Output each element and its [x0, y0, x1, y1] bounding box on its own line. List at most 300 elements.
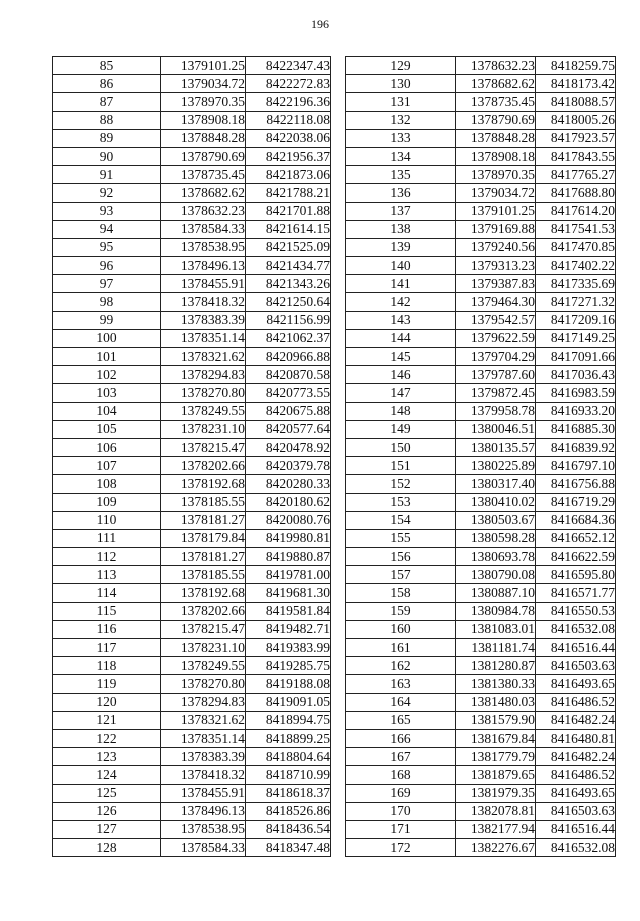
- x-coordinate-cell: 1380790.08: [456, 566, 536, 584]
- x-coordinate-cell: 1380598.28: [456, 529, 536, 547]
- x-coordinate-cell: 1379387.83: [456, 275, 536, 293]
- x-coordinate-cell: 1378584.33: [161, 220, 246, 238]
- y-coordinate-cell: 8419482.71: [246, 620, 331, 638]
- x-coordinate-cell: 1379240.56: [456, 238, 536, 256]
- point-number-cell: 163: [346, 675, 456, 693]
- y-coordinate-cell: 8418347.48: [246, 839, 331, 857]
- point-number-cell: 130: [346, 75, 456, 93]
- point-number-cell: 154: [346, 511, 456, 529]
- point-number-cell: 158: [346, 584, 456, 602]
- table-row: [53, 366, 331, 384]
- y-coordinate-cell: 8419781.00: [246, 566, 331, 584]
- point-number-cell: 103: [53, 384, 161, 402]
- x-coordinate-cell: 1378735.45: [456, 93, 536, 111]
- y-coordinate-cell: 8418436.54: [246, 820, 331, 838]
- y-coordinate-cell: 8416550.53: [536, 602, 616, 620]
- table-row: [53, 75, 331, 93]
- point-number-cell: 122: [53, 729, 161, 747]
- table-row: [346, 366, 616, 384]
- x-coordinate-cell: 1378848.28: [161, 129, 246, 147]
- x-coordinate-cell: 1378231.10: [161, 420, 246, 438]
- y-coordinate-cell: 8416797.10: [536, 457, 616, 475]
- table-row: [53, 220, 331, 238]
- y-coordinate-cell: 8417765.27: [536, 166, 616, 184]
- x-coordinate-cell: 1382276.67: [456, 839, 536, 857]
- y-coordinate-cell: 8418994.75: [246, 711, 331, 729]
- table-row: [53, 438, 331, 456]
- table-row: [53, 511, 331, 529]
- table-row: [346, 57, 616, 75]
- table-row: [346, 129, 616, 147]
- x-coordinate-cell: 1378632.23: [161, 202, 246, 220]
- y-coordinate-cell: 8419581.84: [246, 602, 331, 620]
- point-number-cell: 106: [53, 438, 161, 456]
- table-row: [346, 202, 616, 220]
- table-row: [53, 675, 331, 693]
- point-number-cell: 151: [346, 457, 456, 475]
- x-coordinate-cell: 1378418.32: [161, 766, 246, 784]
- y-coordinate-cell: 8420675.88: [246, 402, 331, 420]
- table-row: [346, 693, 616, 711]
- table-row: [53, 93, 331, 111]
- table-row: [346, 238, 616, 256]
- x-coordinate-cell: 1378383.39: [161, 311, 246, 329]
- coordinates-table-left: [52, 56, 331, 857]
- x-coordinate-cell: 1380887.10: [456, 584, 536, 602]
- point-number-cell: 166: [346, 729, 456, 747]
- table-row: [346, 293, 616, 311]
- point-number-cell: 99: [53, 311, 161, 329]
- point-number-cell: 153: [346, 493, 456, 511]
- table-row: [53, 602, 331, 620]
- point-number-cell: 95: [53, 238, 161, 256]
- table-row: [53, 329, 331, 347]
- point-number-cell: 148: [346, 402, 456, 420]
- y-coordinate-cell: 8420080.76: [246, 511, 331, 529]
- y-coordinate-cell: 8416652.12: [536, 529, 616, 547]
- y-coordinate-cell: 8417843.55: [536, 147, 616, 165]
- point-number-cell: 105: [53, 420, 161, 438]
- x-coordinate-cell: 1381280.87: [456, 657, 536, 675]
- point-number-cell: 137: [346, 202, 456, 220]
- y-coordinate-cell: 8421062.37: [246, 329, 331, 347]
- table-row: [346, 766, 616, 784]
- point-number-cell: 97: [53, 275, 161, 293]
- x-coordinate-cell: 1378249.55: [161, 402, 246, 420]
- table-row: [53, 784, 331, 802]
- y-coordinate-cell: 8421701.88: [246, 202, 331, 220]
- point-number-cell: 146: [346, 366, 456, 384]
- table-row: [53, 475, 331, 493]
- x-coordinate-cell: 1378908.18: [456, 147, 536, 165]
- x-coordinate-cell: 1381579.90: [456, 711, 536, 729]
- point-number-cell: 108: [53, 475, 161, 493]
- table-row: [53, 457, 331, 475]
- table-row: [346, 584, 616, 602]
- x-coordinate-cell: 1378294.83: [161, 366, 246, 384]
- point-number-cell: 168: [346, 766, 456, 784]
- y-coordinate-cell: 8419285.75: [246, 657, 331, 675]
- x-coordinate-cell: 1378294.83: [161, 693, 246, 711]
- point-number-cell: 133: [346, 129, 456, 147]
- x-coordinate-cell: 1379034.72: [456, 184, 536, 202]
- table-row: [53, 275, 331, 293]
- point-number-cell: 125: [53, 784, 161, 802]
- point-number-cell: 87: [53, 93, 161, 111]
- y-coordinate-cell: 8421250.64: [246, 293, 331, 311]
- point-number-cell: 126: [53, 802, 161, 820]
- point-number-cell: 94: [53, 220, 161, 238]
- table-row: [346, 548, 616, 566]
- point-number-cell: 119: [53, 675, 161, 693]
- point-number-cell: 136: [346, 184, 456, 202]
- x-coordinate-cell: 1380410.02: [456, 493, 536, 511]
- x-coordinate-cell: 1380503.67: [456, 511, 536, 529]
- table-row: [346, 802, 616, 820]
- y-coordinate-cell: 8417036.43: [536, 366, 616, 384]
- y-coordinate-cell: 8416983.59: [536, 384, 616, 402]
- point-number-cell: 144: [346, 329, 456, 347]
- point-number-cell: 157: [346, 566, 456, 584]
- table-row: [346, 729, 616, 747]
- point-number-cell: 90: [53, 147, 161, 165]
- table-row: [346, 511, 616, 529]
- x-coordinate-cell: 1379101.25: [161, 57, 246, 75]
- y-coordinate-cell: 8419880.87: [246, 548, 331, 566]
- x-coordinate-cell: 1378383.39: [161, 748, 246, 766]
- x-coordinate-cell: 1379704.29: [456, 348, 536, 366]
- table-row: [53, 348, 331, 366]
- y-coordinate-cell: 8419383.99: [246, 639, 331, 657]
- table-row: [53, 147, 331, 165]
- point-number-cell: 152: [346, 475, 456, 493]
- x-coordinate-cell: 1380693.78: [456, 548, 536, 566]
- y-coordinate-cell: 8417470.85: [536, 238, 616, 256]
- point-number-cell: 110: [53, 511, 161, 529]
- y-coordinate-cell: 8416482.24: [536, 711, 616, 729]
- coordinates-table-right: [345, 56, 616, 857]
- table-row: [346, 147, 616, 165]
- x-coordinate-cell: 1378270.80: [161, 675, 246, 693]
- y-coordinate-cell: 8420773.55: [246, 384, 331, 402]
- point-number-cell: 132: [346, 111, 456, 129]
- point-number-cell: 167: [346, 748, 456, 766]
- x-coordinate-cell: 1380317.40: [456, 475, 536, 493]
- point-number-cell: 170: [346, 802, 456, 820]
- y-coordinate-cell: 8418710.99: [246, 766, 331, 784]
- point-number-cell: 121: [53, 711, 161, 729]
- table-row: [53, 820, 331, 838]
- table-row: [53, 566, 331, 584]
- y-coordinate-cell: 8417149.25: [536, 329, 616, 347]
- y-coordinate-cell: 8416486.52: [536, 766, 616, 784]
- y-coordinate-cell: 8419980.81: [246, 529, 331, 547]
- y-coordinate-cell: 8420280.33: [246, 475, 331, 493]
- table-row: [346, 420, 616, 438]
- table-row: [346, 348, 616, 366]
- x-coordinate-cell: 1378496.13: [161, 257, 246, 275]
- y-coordinate-cell: 8418618.37: [246, 784, 331, 802]
- point-number-cell: 117: [53, 639, 161, 657]
- x-coordinate-cell: 1378584.33: [161, 839, 246, 857]
- point-number-cell: 109: [53, 493, 161, 511]
- x-coordinate-cell: 1378192.68: [161, 475, 246, 493]
- point-number-cell: 161: [346, 639, 456, 657]
- point-number-cell: 171: [346, 820, 456, 838]
- y-coordinate-cell: 8418526.86: [246, 802, 331, 820]
- y-coordinate-cell: 8416493.65: [536, 784, 616, 802]
- x-coordinate-cell: 1381181.74: [456, 639, 536, 657]
- x-coordinate-cell: 1378181.27: [161, 511, 246, 529]
- table-row: [53, 202, 331, 220]
- y-coordinate-cell: 8417091.66: [536, 348, 616, 366]
- table-row: [346, 329, 616, 347]
- x-coordinate-cell: 1378538.95: [161, 820, 246, 838]
- x-coordinate-cell: 1380225.89: [456, 457, 536, 475]
- x-coordinate-cell: 1381083.01: [456, 620, 536, 638]
- y-coordinate-cell: 8416486.52: [536, 693, 616, 711]
- y-coordinate-cell: 8416595.80: [536, 566, 616, 584]
- table-row: [346, 475, 616, 493]
- table-row: [346, 93, 616, 111]
- point-number-cell: 162: [346, 657, 456, 675]
- y-coordinate-cell: 8419091.05: [246, 693, 331, 711]
- y-coordinate-cell: 8422118.08: [246, 111, 331, 129]
- y-coordinate-cell: 8420577.64: [246, 420, 331, 438]
- point-number-cell: 111: [53, 529, 161, 547]
- y-coordinate-cell: 8418005.26: [536, 111, 616, 129]
- table-row: [346, 566, 616, 584]
- x-coordinate-cell: 1378351.14: [161, 329, 246, 347]
- point-number-cell: 120: [53, 693, 161, 711]
- point-number-cell: 124: [53, 766, 161, 784]
- point-number-cell: 172: [346, 839, 456, 857]
- y-coordinate-cell: 8416516.44: [536, 639, 616, 657]
- y-coordinate-cell: 8416532.08: [536, 620, 616, 638]
- table-row: [346, 529, 616, 547]
- table-row: [53, 166, 331, 184]
- y-coordinate-cell: 8416933.20: [536, 402, 616, 420]
- point-number-cell: 115: [53, 602, 161, 620]
- table-row: [53, 584, 331, 602]
- x-coordinate-cell: 1378735.45: [161, 166, 246, 184]
- table-row: [346, 675, 616, 693]
- table-row: [346, 275, 616, 293]
- x-coordinate-cell: 1378496.13: [161, 802, 246, 820]
- table-row: [53, 111, 331, 129]
- y-coordinate-cell: 8421873.06: [246, 166, 331, 184]
- x-coordinate-cell: 1378908.18: [161, 111, 246, 129]
- table-row: [346, 457, 616, 475]
- y-coordinate-cell: 8422347.43: [246, 57, 331, 75]
- x-coordinate-cell: 1379034.72: [161, 75, 246, 93]
- y-coordinate-cell: 8421343.26: [246, 275, 331, 293]
- y-coordinate-cell: 8418088.57: [536, 93, 616, 111]
- table-row: [53, 729, 331, 747]
- x-coordinate-cell: 1380135.57: [456, 438, 536, 456]
- point-number-cell: 139: [346, 238, 456, 256]
- point-number-cell: 127: [53, 820, 161, 838]
- table-row: [346, 839, 616, 857]
- table-row: [346, 620, 616, 638]
- table-row: [53, 839, 331, 857]
- y-coordinate-cell: 8417614.20: [536, 202, 616, 220]
- y-coordinate-cell: 8419188.08: [246, 675, 331, 693]
- table-row: [53, 639, 331, 657]
- table-row: [346, 438, 616, 456]
- x-coordinate-cell: 1379464.30: [456, 293, 536, 311]
- point-number-cell: 88: [53, 111, 161, 129]
- point-number-cell: 142: [346, 293, 456, 311]
- y-coordinate-cell: 8416839.92: [536, 438, 616, 456]
- x-coordinate-cell: 1378682.62: [456, 75, 536, 93]
- table-row: [53, 693, 331, 711]
- y-coordinate-cell: 8420870.58: [246, 366, 331, 384]
- table-row: [53, 620, 331, 638]
- x-coordinate-cell: 1378185.55: [161, 493, 246, 511]
- x-coordinate-cell: 1381879.65: [456, 766, 536, 784]
- table-row: [346, 639, 616, 657]
- table-row: [53, 766, 331, 784]
- table-row: [53, 184, 331, 202]
- point-number-cell: 155: [346, 529, 456, 547]
- x-coordinate-cell: 1378270.80: [161, 384, 246, 402]
- x-coordinate-cell: 1378215.47: [161, 438, 246, 456]
- x-coordinate-cell: 1378790.69: [456, 111, 536, 129]
- table-row: [346, 257, 616, 275]
- table-row: [53, 493, 331, 511]
- table-row: [53, 57, 331, 75]
- x-coordinate-cell: 1378179.84: [161, 529, 246, 547]
- point-number-cell: 102: [53, 366, 161, 384]
- x-coordinate-cell: 1382177.94: [456, 820, 536, 838]
- y-coordinate-cell: 8417209.16: [536, 311, 616, 329]
- x-coordinate-cell: 1379622.59: [456, 329, 536, 347]
- y-coordinate-cell: 8416480.81: [536, 729, 616, 747]
- x-coordinate-cell: 1378192.68: [161, 584, 246, 602]
- point-number-cell: 131: [346, 93, 456, 111]
- table-row: [53, 711, 331, 729]
- page-number: 196: [311, 17, 329, 31]
- y-coordinate-cell: 8416684.36: [536, 511, 616, 529]
- point-number-cell: 164: [346, 693, 456, 711]
- x-coordinate-cell: 1378538.95: [161, 238, 246, 256]
- point-number-cell: 140: [346, 257, 456, 275]
- x-coordinate-cell: 1379958.78: [456, 402, 536, 420]
- point-number-cell: 150: [346, 438, 456, 456]
- point-number-cell: 93: [53, 202, 161, 220]
- x-coordinate-cell: 1379313.23: [456, 257, 536, 275]
- table-row: [346, 311, 616, 329]
- x-coordinate-cell: 1378632.23: [456, 57, 536, 75]
- y-coordinate-cell: 8416719.29: [536, 493, 616, 511]
- table-row: [346, 384, 616, 402]
- point-number-cell: 92: [53, 184, 161, 202]
- x-coordinate-cell: 1378418.32: [161, 293, 246, 311]
- point-number-cell: 149: [346, 420, 456, 438]
- table-row: [53, 384, 331, 402]
- y-coordinate-cell: 8417923.57: [536, 129, 616, 147]
- y-coordinate-cell: 8416756.88: [536, 475, 616, 493]
- x-coordinate-cell: 1378215.47: [161, 620, 246, 638]
- y-coordinate-cell: 8417688.80: [536, 184, 616, 202]
- y-coordinate-cell: 8420379.78: [246, 457, 331, 475]
- x-coordinate-cell: 1382078.81: [456, 802, 536, 820]
- point-number-cell: 165: [346, 711, 456, 729]
- table-row: [346, 602, 616, 620]
- point-number-cell: 113: [53, 566, 161, 584]
- x-coordinate-cell: 1378181.27: [161, 548, 246, 566]
- table-row: [53, 293, 331, 311]
- table-row: [346, 111, 616, 129]
- table-row: [53, 402, 331, 420]
- y-coordinate-cell: 8416503.63: [536, 802, 616, 820]
- y-coordinate-cell: 8421788.21: [246, 184, 331, 202]
- x-coordinate-cell: 1378202.66: [161, 457, 246, 475]
- x-coordinate-cell: 1379787.60: [456, 366, 536, 384]
- x-coordinate-cell: 1381480.03: [456, 693, 536, 711]
- x-coordinate-cell: 1378249.55: [161, 657, 246, 675]
- x-coordinate-cell: 1381979.35: [456, 784, 536, 802]
- y-coordinate-cell: 8421434.77: [246, 257, 331, 275]
- x-coordinate-cell: 1378321.62: [161, 348, 246, 366]
- point-number-cell: 116: [53, 620, 161, 638]
- point-number-cell: 147: [346, 384, 456, 402]
- point-number-cell: 134: [346, 147, 456, 165]
- table-row: [53, 420, 331, 438]
- table-row: [53, 257, 331, 275]
- table-row: [346, 820, 616, 838]
- y-coordinate-cell: 8421614.15: [246, 220, 331, 238]
- table-row: [346, 711, 616, 729]
- point-number-cell: 107: [53, 457, 161, 475]
- x-coordinate-cell: 1380046.51: [456, 420, 536, 438]
- point-number-cell: 159: [346, 602, 456, 620]
- table-row: [346, 220, 616, 238]
- point-number-cell: 96: [53, 257, 161, 275]
- x-coordinate-cell: 1381779.79: [456, 748, 536, 766]
- y-coordinate-cell: 8418173.42: [536, 75, 616, 93]
- x-coordinate-cell: 1378848.28: [456, 129, 536, 147]
- x-coordinate-cell: 1378455.91: [161, 784, 246, 802]
- x-coordinate-cell: 1379169.88: [456, 220, 536, 238]
- table-row: [346, 402, 616, 420]
- table-row: [346, 166, 616, 184]
- y-coordinate-cell: 8416532.08: [536, 839, 616, 857]
- table-row: [53, 129, 331, 147]
- y-coordinate-cell: 8421525.09: [246, 238, 331, 256]
- point-number-cell: 143: [346, 311, 456, 329]
- x-coordinate-cell: 1381679.84: [456, 729, 536, 747]
- table-row: [346, 184, 616, 202]
- y-coordinate-cell: 8420966.88: [246, 348, 331, 366]
- table-row: [346, 493, 616, 511]
- y-coordinate-cell: 8416571.77: [536, 584, 616, 602]
- y-coordinate-cell: 8418899.25: [246, 729, 331, 747]
- x-coordinate-cell: 1379542.57: [456, 311, 536, 329]
- x-coordinate-cell: 1378455.91: [161, 275, 246, 293]
- point-number-cell: 114: [53, 584, 161, 602]
- y-coordinate-cell: 8421156.99: [246, 311, 331, 329]
- x-coordinate-cell: 1378970.35: [456, 166, 536, 184]
- x-coordinate-cell: 1379872.45: [456, 384, 536, 402]
- y-coordinate-cell: 8422272.83: [246, 75, 331, 93]
- table-row: [346, 75, 616, 93]
- point-number-cell: 145: [346, 348, 456, 366]
- table-row: [53, 802, 331, 820]
- point-number-cell: 101: [53, 348, 161, 366]
- point-number-cell: 104: [53, 402, 161, 420]
